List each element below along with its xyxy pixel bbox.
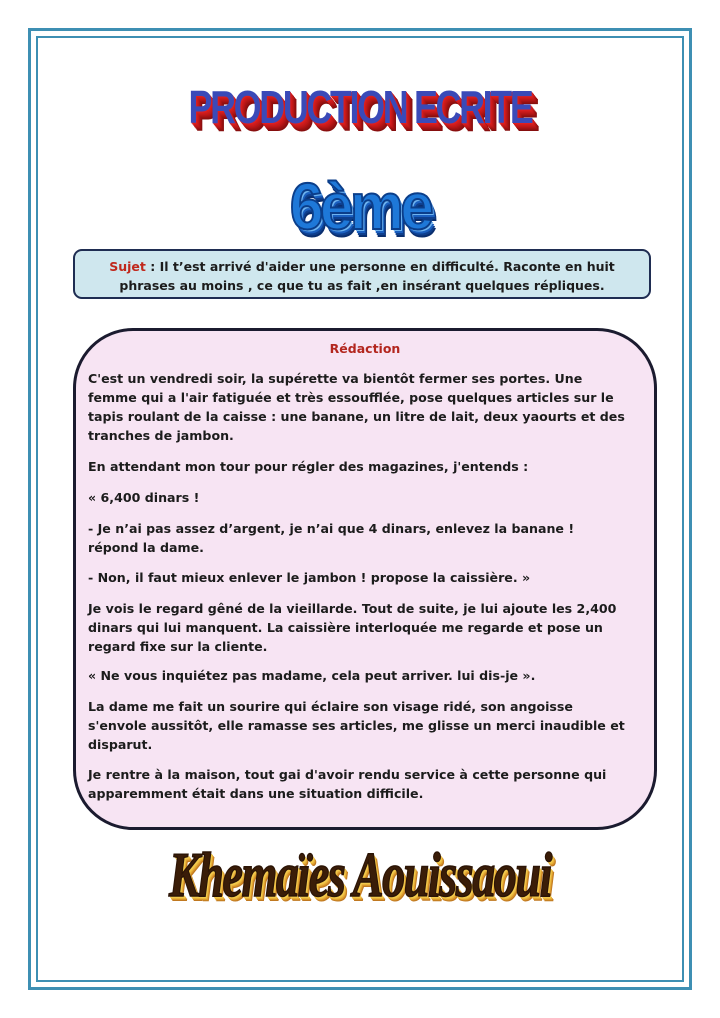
paragraph-reassure: « Ne vous inquiétez pas madame, cela peut arriver. lui dis-je ». <box>88 668 536 683</box>
paragraph-cashier-reply: - Non, il faut mieux enlever le jambon ! propose la caissière. » <box>88 570 531 585</box>
paragraph-price: « 6,400 dinars ! <box>88 490 200 505</box>
subject-label: Sujet <box>109 259 146 274</box>
grade-heading: 6ème <box>289 169 431 243</box>
page-title: PRODUCTION ECRITE <box>188 81 532 133</box>
redaction-box <box>73 328 657 830</box>
author-signature: Khemaïes Aouissaoui <box>169 839 551 910</box>
paragraph-conclusion: Je rentre à la maison, tout gai d'avoir rendu service à cette personne qui apparemment était dans une situation difficile. <box>88 767 607 801</box>
subject-text: : Il t’est arrivé d'aider une personne en difficulté. Raconte en huit phrases au moins , ce que tu as fait ,en insérant quelques répliques. <box>119 259 615 293</box>
paragraph-waiting: En attendant mon tour pour régler des magazines, j'entends : <box>88 459 529 474</box>
redaction-title: Rédaction <box>329 341 401 356</box>
paragraph-intro: C'est un vendredi soir, la supérette va bientôt fermer ses portes. Une femme qui a l'air fatiguée et très essoufflée, pose quelques articles sur le tapis roulant de la caisse : une banane, un litre de lait, deux yaourts et des tranches de jambon. <box>88 371 625 443</box>
paragraph-smile: La dame me fait un sourire qui éclaire son visage ridé, son angoisse s'envole aussitôt, elle ramasse ses articles, me glisse un merci inaudible et disparut. <box>88 699 625 752</box>
paragraph-help: Je vois le regard gêné de la vieillarde. Tout de suite, je lui ajoute les 2,400 dinars qui lui manquent. La caissière interloquée me regarde et pose un regard fixe sur la cliente. <box>88 601 617 654</box>
paragraph-lady-reply: - Je n’ai pas assez d’argent, je n’ai que 4 dinars, enlevez la banane ! répond la dame. <box>88 521 575 555</box>
subject-box <box>73 249 651 299</box>
